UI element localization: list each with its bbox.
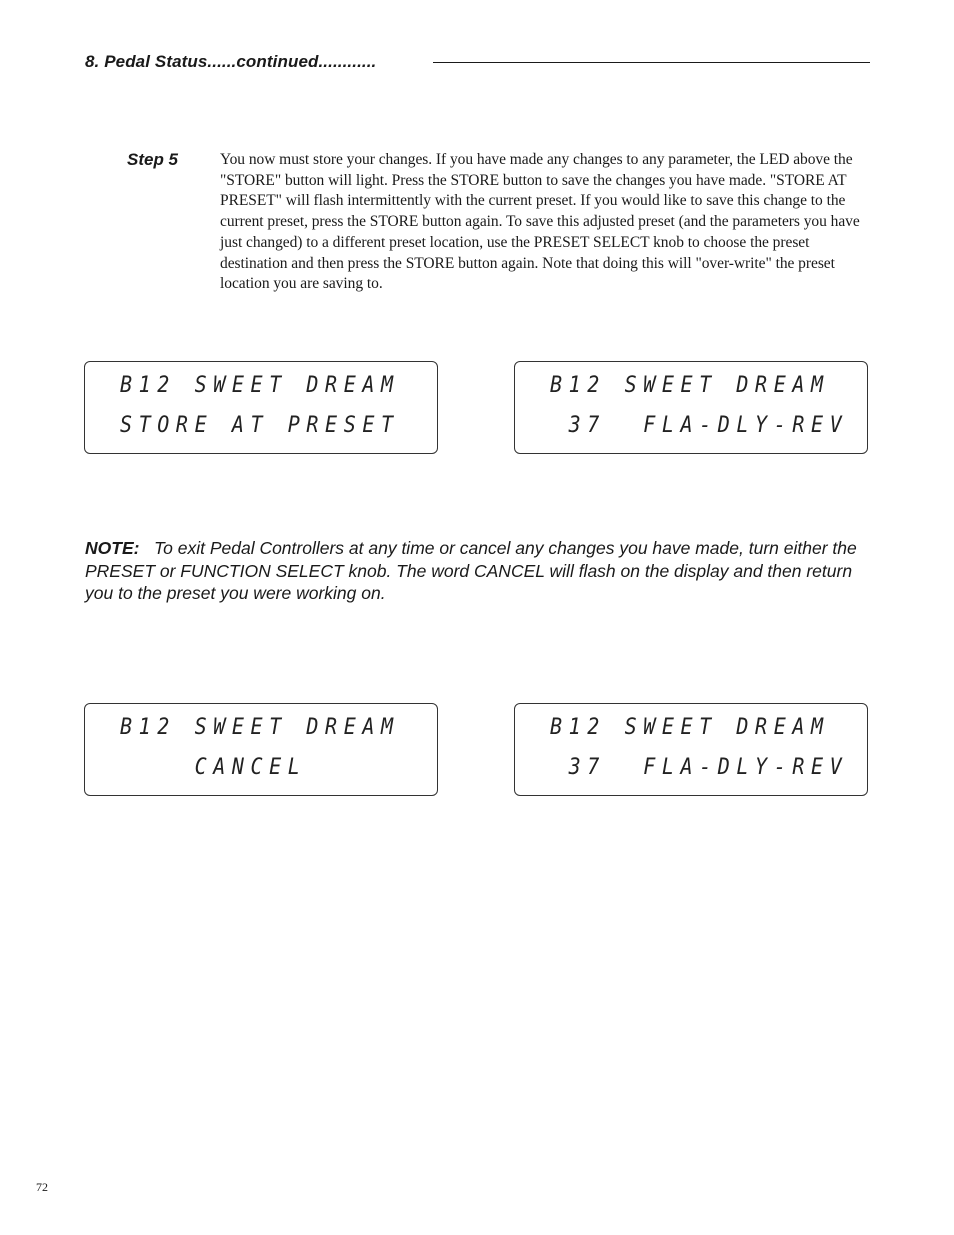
lcd-line-2: CANCEL — [120, 752, 307, 780]
lcd-line-2: STORE AT PRESET — [120, 410, 400, 438]
lcd-display-cancel — [84, 703, 438, 796]
step-label: Step 5 — [127, 150, 179, 169]
note-label: NOTE: — [85, 538, 140, 558]
lcd-line-1: B12 SWEET DREAM — [550, 370, 830, 398]
lcd-display-current-preset — [514, 361, 868, 454]
lcd-line-1: B12 SWEET DREAM — [550, 712, 830, 740]
lcd-line-2: 37 FLA-DLY-REV — [550, 752, 849, 780]
lcd-line-2: 37 FLA-DLY-REV — [550, 410, 849, 438]
lcd-line-1: B12 SWEET DREAM — [120, 712, 400, 740]
note-paragraph — [85, 537, 875, 605]
section-header: 8. Pedal Status......continued............ — [85, 52, 377, 71]
note-text: To exit Pedal Controllers at any time or cancel any changes you have made, turn either the PRESET or FUNCTION SELECT knob. The word CANCEL will flash on the display and then return you to the preset you were working on. — [85, 538, 857, 603]
lcd-display-store-at-preset — [84, 361, 438, 454]
header-rule — [433, 62, 870, 63]
page-number: 72 — [36, 1180, 48, 1194]
lcd-line-1: B12 SWEET DREAM — [120, 370, 400, 398]
step-body-text: You now must store your changes. If you have made any changes to any parameter, the LED above the "STORE" button will light. Press the STORE button to save the changes you have made. "STORE AT PRESET" will flash intermittently with the current preset. If you would like to save this change to the current preset, press the STORE button again. To save this adjusted preset (and the parameters you have just changed) to a different preset location, use the PRESET SELECT knob to choose the preset destination and then press the STORE button again. Note that doing this will "over-write" the preset location you are saving to. — [220, 151, 860, 293]
lcd-display-return-preset — [514, 703, 868, 796]
